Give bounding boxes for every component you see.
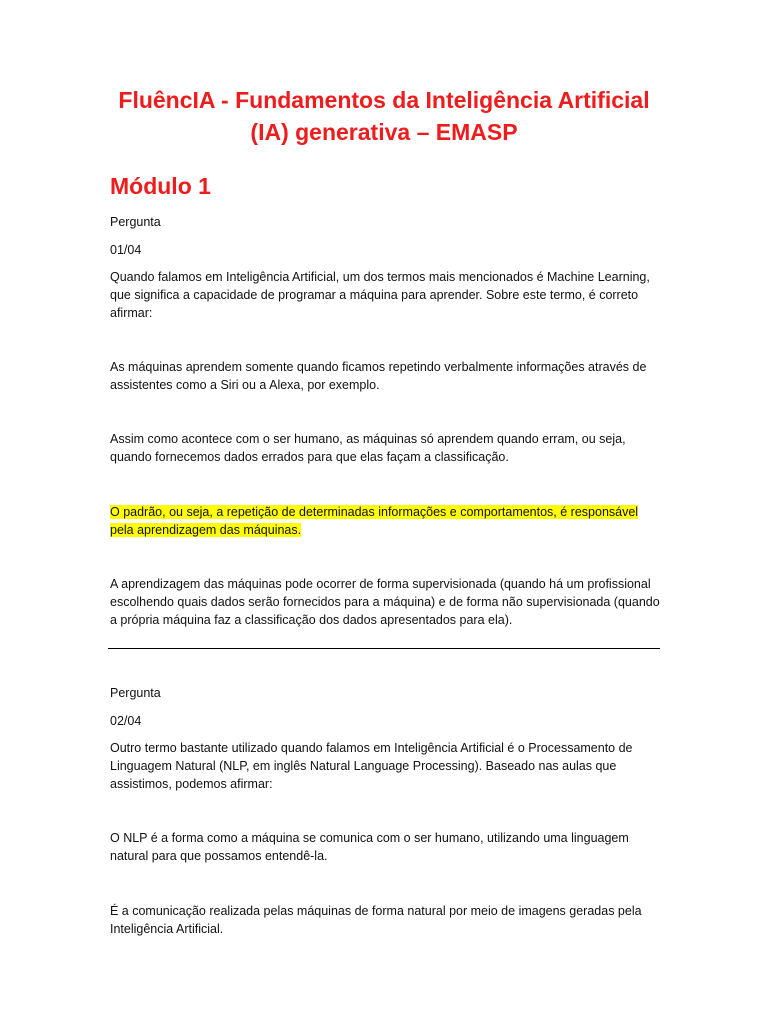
question-number: 01/04 [110,243,142,257]
answer-option: As máquinas aprendem somente quando ficamos repetindo verbalmente informações através de assistentes como a Siri ou a Alexa, por exemplo. [110,360,647,392]
answer-option: Assim como acontece com o ser humano, as máquinas só aprendem quando erram, ou seja, quando fornecemos dados errados para que elas façam a classificação. [110,432,626,464]
question-label: Pergunta [110,686,161,700]
highlighted-text: O padrão, ou seja, a repetição de determinadas informações e comportamentos, é responsável pela aprendizagem das máquinas. [110,505,639,537]
module-heading: Módulo 1 [110,173,211,199]
answer-option: O NLP é a forma como a máquina se comunica com o ser humano, utilizando uma linguagem natural para que possamos entendê-la. [110,831,629,863]
answer-option: A aprendizagem das máquinas pode ocorrer de forma supervisionada (quando há um profissional escolhendo quais dados serão fornecidos para a máquina) e de forma não supervisionada (quando a própria máquina faz a classificação dos dados apresentados para ela). [110,577,660,627]
question-number: 02/04 [110,714,142,728]
section-divider [108,648,660,649]
question-prompt: Outro termo bastante utilizado quando falamos em Inteligência Artificial é o Processamento de Linguagem Natural (NLP, em inglês Natural Language Processing). Baseado nas aulas que assistimos, podemos afirmar: [110,741,633,791]
answer-option: É a comunicação realizada pelas máquinas de forma natural por meio de imagens geradas pela Inteligência Artificial. [110,904,642,936]
question-label: Pergunta [110,215,161,229]
answer-option-highlighted [110,503,662,539]
document-title: FluêncIA - Fundamentos da Inteligência Artificial (IA) generativa – EMASP [118,87,650,145]
question-prompt: Quando falamos em Inteligência Artificial, um dos termos mais mencionados é Machine Learning, que significa a capacidade de programar a máquina para aprender. Sobre este termo, é correto afirmar: [110,270,650,320]
